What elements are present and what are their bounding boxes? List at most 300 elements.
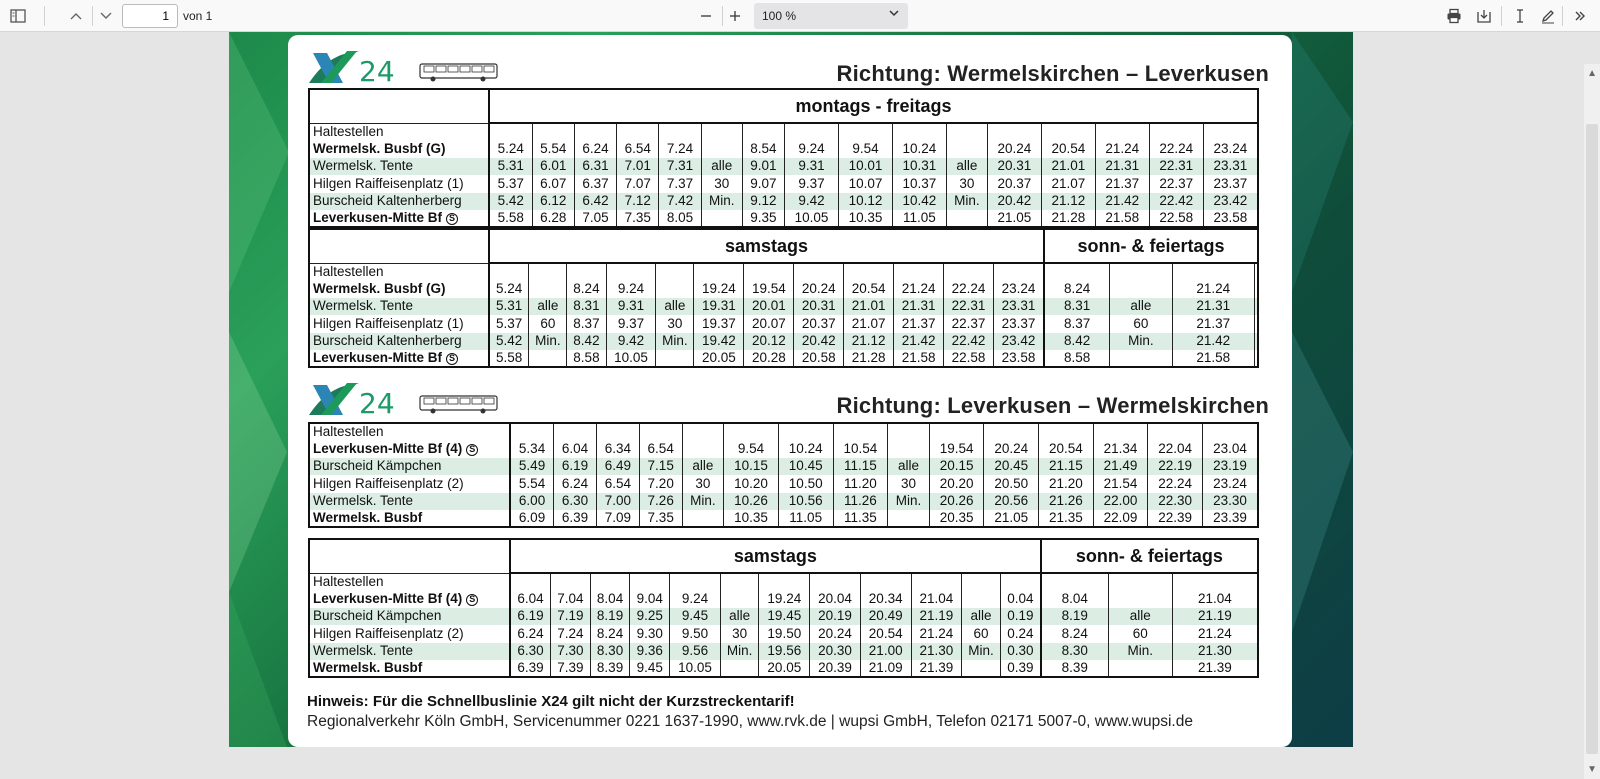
time-cell	[1108, 590, 1172, 607]
time-cell: 20.35	[929, 510, 984, 527]
time-cell: 19.42	[694, 333, 744, 350]
time-cell: 6.37	[574, 175, 616, 192]
time-cell: 6.24	[574, 140, 616, 157]
stop-name: Burscheid Kaltenherberg	[309, 193, 489, 210]
time-cell: 30	[682, 475, 724, 492]
time-cell: 20.24	[810, 625, 861, 642]
time-cell: 5.42	[489, 193, 532, 210]
toolbar-separator	[1562, 6, 1563, 26]
table-row	[309, 210, 1258, 227]
time-cell: 10.56	[778, 493, 833, 510]
column-header-cell	[567, 263, 606, 280]
saturday-heading: samstags	[510, 539, 1041, 573]
stop-name: Wermelsk. Busbf (G)	[309, 140, 489, 157]
stop-name: Burscheid Kämpchen	[309, 458, 510, 475]
column-header-cell	[888, 423, 930, 440]
column-header-cell	[694, 263, 744, 280]
time-cell: 23.58	[993, 350, 1044, 367]
time-cell: 10.31	[892, 158, 946, 175]
time-cell: 6.31	[574, 158, 616, 175]
heading-row	[309, 229, 1258, 263]
time-cell: Min.	[962, 643, 1001, 660]
time-cell: 7.35	[617, 210, 659, 227]
time-cell: 10.26	[724, 493, 779, 510]
time-cell: 20.19	[810, 608, 861, 625]
time-cell: 22.31	[944, 298, 994, 315]
time-cell: 6.54	[617, 140, 659, 157]
time-cell: 11.35	[833, 510, 888, 527]
sunday-heading: sonn- & feiertags	[1041, 539, 1258, 573]
time-cell: 8.04	[1041, 590, 1108, 607]
time-cell: Min.	[1108, 643, 1172, 660]
time-cell	[946, 210, 987, 227]
stop-name: Wermelsk. Tente	[309, 493, 510, 510]
column-header-cell	[833, 423, 888, 440]
time-cell: 9.31	[785, 158, 839, 175]
column-header-cell	[1108, 573, 1172, 590]
time-cell: 20.28	[744, 350, 794, 367]
time-cell: 10.12	[839, 193, 893, 210]
time-cell: 20.58	[794, 350, 844, 367]
stop-name: Leverkusen-Mitte Bf S	[309, 350, 489, 367]
time-cell: 20.54	[1039, 440, 1094, 457]
scroll-down-icon[interactable]: ▼	[1587, 764, 1597, 775]
time-cell: 23.19	[1202, 458, 1258, 475]
table-row	[309, 280, 1258, 297]
heading-blank	[309, 89, 489, 123]
time-cell: 22.37	[944, 315, 994, 332]
direction-title: Richtung: Wermelskirchen – Leverkusen	[836, 61, 1269, 86]
time-cell: 30	[946, 175, 987, 192]
time-cell: 21.31	[894, 298, 944, 315]
time-cell: 23.04	[1202, 440, 1258, 457]
time-cell: 9.12	[742, 193, 784, 210]
time-cell: 23.24	[1202, 475, 1258, 492]
column-header-cell	[489, 263, 529, 280]
time-cell: 5.31	[489, 298, 529, 315]
column-header-cell	[630, 573, 670, 590]
time-cell: 8.30	[590, 643, 630, 660]
time-cell: 8.31	[567, 298, 606, 315]
time-cell: 9.24	[606, 280, 656, 297]
column-header-cell	[1039, 423, 1094, 440]
table-row	[309, 493, 1258, 510]
time-cell: 23.42	[1203, 193, 1258, 210]
time-cell: 5.42	[489, 333, 529, 350]
time-cell: 21.07	[844, 315, 894, 332]
time-cell: alle	[701, 158, 742, 175]
time-cell: 19.50	[759, 625, 810, 642]
pdf-viewer[interactable]	[0, 32, 1600, 775]
time-cell: 30	[720, 625, 759, 642]
time-cell	[701, 210, 742, 227]
time-cell: 20.31	[987, 158, 1041, 175]
column-header-cell	[1041, 573, 1108, 590]
time-cell: 7.20	[639, 475, 682, 492]
time-cell: 23.42	[993, 333, 1044, 350]
time-cell: 9.45	[630, 660, 670, 677]
time-cell: 9.54	[839, 140, 893, 157]
stop-name: Hilgen Raiffeisenplatz (1)	[309, 175, 489, 192]
time-cell: 6.49	[596, 458, 639, 475]
x24-logo-icon	[307, 381, 407, 420]
time-cell: alle	[1108, 608, 1172, 625]
time-cell	[1254, 280, 1258, 297]
next-page-icon[interactable]	[94, 4, 118, 28]
column-header-cell	[724, 423, 779, 440]
time-cell: 10.05	[670, 660, 721, 677]
time-cell	[888, 440, 930, 457]
column-header-cell	[656, 263, 694, 280]
column-header-cell	[785, 123, 839, 140]
time-cell: 10.50	[778, 475, 833, 492]
time-cell: 20.24	[984, 440, 1039, 457]
toolbar-separator	[1501, 6, 1502, 26]
time-cell: 8.58	[1044, 350, 1110, 367]
stop-name: Burscheid Kaltenherberg	[309, 333, 489, 350]
column-header-cell	[993, 263, 1044, 280]
stop-name: Wermelsk. Tente	[309, 158, 489, 175]
time-cell: 21.37	[1095, 175, 1149, 192]
time-cell: 7.26	[639, 493, 682, 510]
time-cell	[656, 280, 694, 297]
column-header-cell	[987, 123, 1041, 140]
time-cell: 20.56	[984, 493, 1039, 510]
time-cell	[1110, 350, 1173, 367]
time-cell: 22.19	[1148, 458, 1203, 475]
column-header-cell	[794, 263, 844, 280]
time-cell: alle	[529, 298, 567, 315]
time-cell: 21.05	[984, 510, 1039, 527]
scroll-up-icon[interactable]: ▲	[1587, 68, 1597, 79]
time-cell: 21.01	[844, 298, 894, 315]
time-cell: 8.31	[1044, 298, 1110, 315]
time-cell: 60	[1108, 625, 1172, 642]
time-cell: 6.19	[510, 608, 550, 625]
table-row	[309, 625, 1258, 642]
time-cell: 21.09	[860, 660, 911, 677]
time-cell: 9.45	[670, 608, 721, 625]
time-cell: 6.39	[510, 660, 550, 677]
column-header-cell	[778, 423, 833, 440]
weekday-heading: montags - freitags	[489, 89, 1258, 123]
time-cell: Min.	[720, 643, 759, 660]
time-cell: 6.01	[532, 158, 574, 175]
time-cell: Min.	[701, 193, 742, 210]
print-icon[interactable]	[1442, 4, 1466, 28]
table-row	[309, 608, 1258, 625]
time-cell: 19.45	[759, 608, 810, 625]
direction-title: Richtung: Leverkusen – Wermelskirchen	[836, 393, 1269, 418]
time-cell: 21.19	[1172, 608, 1258, 625]
column-header-cell	[659, 123, 701, 140]
time-cell: 6.24	[554, 475, 597, 492]
heading-blank	[309, 229, 489, 263]
time-cell: 21.28	[1041, 210, 1095, 227]
stops-header-row	[309, 423, 1258, 440]
time-cell: 20.42	[987, 193, 1041, 210]
time-cell: 0.19	[1000, 608, 1040, 625]
column-header-cell	[617, 123, 659, 140]
time-cell: 5.58	[489, 210, 532, 227]
time-cell	[946, 140, 987, 157]
column-header-cell	[911, 573, 962, 590]
time-cell: 8.24	[1041, 625, 1108, 642]
time-cell: 23.30	[1202, 493, 1258, 510]
time-cell: 23.37	[1203, 175, 1258, 192]
stop-name: Wermelsk. Tente	[309, 643, 510, 660]
time-cell: 9.31	[606, 298, 656, 315]
time-cell: 11.20	[833, 475, 888, 492]
time-cell: 21.58	[1172, 350, 1254, 367]
column-header-cell	[1148, 423, 1203, 440]
time-cell: 20.01	[744, 298, 794, 315]
time-cell: 19.24	[759, 590, 810, 607]
time-cell	[1254, 350, 1258, 367]
time-cell	[962, 660, 1001, 677]
time-cell: 21.12	[844, 333, 894, 350]
heading-blank	[309, 539, 510, 573]
time-cell: 5.49	[510, 458, 554, 475]
text-cursor-icon[interactable]	[1508, 4, 1532, 28]
time-cell: alle	[1110, 298, 1173, 315]
time-cell: 20.37	[987, 175, 1041, 192]
time-cell: 7.24	[659, 140, 701, 157]
time-cell: 21.24	[1095, 140, 1149, 157]
time-cell: 7.31	[659, 158, 701, 175]
time-cell: alle	[888, 458, 930, 475]
time-cell: 22.42	[1149, 193, 1203, 210]
time-cell: 6.09	[510, 510, 554, 527]
time-cell: 8.54	[742, 140, 784, 157]
column-header-cell	[894, 263, 944, 280]
time-cell	[1254, 298, 1258, 315]
time-cell: 20.31	[794, 298, 844, 315]
time-cell: 7.30	[550, 643, 590, 660]
time-cell	[888, 510, 930, 527]
time-cell	[529, 280, 567, 297]
time-cell: 20.26	[929, 493, 984, 510]
time-cell: 8.04	[590, 590, 630, 607]
time-cell: 7.37	[659, 175, 701, 192]
zoom-select[interactable]	[754, 3, 908, 29]
time-cell: 9.04	[630, 590, 670, 607]
time-cell: 6.04	[554, 440, 597, 457]
time-cell: 20.54	[860, 625, 911, 642]
time-cell: Min.	[529, 333, 567, 350]
time-cell: 8.30	[1041, 643, 1108, 660]
column-header-cell	[529, 263, 567, 280]
time-cell: 21.42	[1172, 333, 1254, 350]
time-cell: 8.58	[567, 350, 606, 367]
time-cell: 6.34	[596, 440, 639, 457]
weekday-table-2	[308, 422, 1259, 528]
toolbar-separator	[44, 6, 45, 26]
time-cell: 7.12	[617, 193, 659, 210]
time-cell: 20.07	[744, 315, 794, 332]
scrollbar-thumb[interactable]	[1586, 124, 1598, 754]
column-header-cell	[1203, 123, 1258, 140]
time-cell	[1254, 333, 1258, 350]
heading-row	[309, 539, 1258, 573]
time-cell: 10.54	[833, 440, 888, 457]
time-cell: 30	[701, 175, 742, 192]
time-cell: 21.05	[987, 210, 1041, 227]
time-cell: 21.20	[1039, 475, 1094, 492]
time-cell: 8.37	[567, 315, 606, 332]
time-cell: 21.04	[911, 590, 962, 607]
time-cell: 21.19	[911, 608, 962, 625]
time-cell	[529, 350, 567, 367]
column-header-cell	[1149, 123, 1203, 140]
time-cell: 19.54	[744, 280, 794, 297]
time-cell: 9.37	[606, 315, 656, 332]
column-header-cell	[720, 573, 759, 590]
column-header-cell	[984, 423, 1039, 440]
time-cell: 30	[656, 315, 694, 332]
time-cell: 6.07	[532, 175, 574, 192]
table-row	[309, 510, 1258, 527]
time-cell: 9.36	[630, 643, 670, 660]
stop-name: Wermelsk. Busbf	[309, 510, 510, 527]
time-cell: 20.12	[744, 333, 794, 350]
time-cell: 5.37	[489, 315, 529, 332]
time-cell: 22.24	[944, 280, 994, 297]
column-header-cell	[844, 263, 894, 280]
time-cell: 8.39	[590, 660, 630, 677]
time-cell: 60	[529, 315, 567, 332]
time-cell: 22.31	[1149, 158, 1203, 175]
time-cell: 11.05	[778, 510, 833, 527]
time-cell: 21.04	[1172, 590, 1258, 607]
column-header-cell	[892, 123, 946, 140]
time-cell: 7.15	[639, 458, 682, 475]
stops-label: Haltestellen	[309, 123, 489, 140]
s-bahn-icon: S	[466, 594, 478, 606]
s-bahn-icon: S	[446, 353, 458, 365]
time-cell: 19.31	[694, 298, 744, 315]
draw-pen-icon[interactable]	[1536, 4, 1560, 28]
time-cell: 7.09	[596, 510, 639, 527]
section1-header	[307, 49, 1277, 88]
time-cell: 21.58	[894, 350, 944, 367]
table-row	[309, 175, 1258, 192]
time-cell: 21.01	[1041, 158, 1095, 175]
sidebar-toggle-icon[interactable]	[6, 4, 30, 28]
time-cell: 9.30	[630, 625, 670, 642]
previous-page-icon[interactable]	[64, 4, 88, 28]
save-icon[interactable]	[1472, 4, 1496, 28]
sunday-heading: sonn- & feiertags	[1044, 229, 1258, 263]
time-cell: 23.31	[1203, 158, 1258, 175]
zoom-in-icon[interactable]	[723, 4, 747, 28]
time-cell: 20.30	[810, 643, 861, 660]
time-cell: 9.50	[670, 625, 721, 642]
time-cell: 22.39	[1148, 510, 1203, 527]
stop-name: Wermelsk. Tente	[309, 298, 489, 315]
time-cell: Min.	[1110, 333, 1173, 350]
time-cell: 7.42	[659, 193, 701, 210]
time-cell: 8.05	[659, 210, 701, 227]
table-row	[309, 458, 1258, 475]
time-cell: 22.42	[944, 333, 994, 350]
column-header-cell	[596, 423, 639, 440]
time-cell: 22.58	[1149, 210, 1203, 227]
time-cell: alle	[946, 158, 987, 175]
time-cell: 21.42	[1095, 193, 1149, 210]
column-header-cell	[606, 263, 656, 280]
contact-info: Regionalverkehr Köln GmbH, Servicenummer 0221 1637-1990, www.rvk.de | wupsi GmbH, Telefon 02171 5007-0, www.wupsi.de	[307, 713, 1193, 730]
time-cell: 20.50	[984, 475, 1039, 492]
column-header-cell	[929, 423, 984, 440]
stops-header-row	[309, 123, 1258, 140]
time-cell: 19.37	[694, 315, 744, 332]
time-cell: 9.24	[785, 140, 839, 157]
time-cell: 60	[962, 625, 1001, 642]
time-cell: 6.04	[510, 590, 550, 607]
time-cell: 21.37	[1172, 315, 1254, 332]
time-cell: 0.24	[1000, 625, 1040, 642]
column-header-cell	[742, 123, 784, 140]
pdf-toolbar	[0, 0, 1600, 32]
time-cell: 8.19	[1041, 608, 1108, 625]
time-cell: 9.25	[630, 608, 670, 625]
table-row	[309, 158, 1258, 175]
stop-name: Leverkusen-Mitte Bf (4) S	[309, 590, 510, 607]
time-cell: 9.01	[742, 158, 784, 175]
stop-name: Hilgen Raiffeisenplatz (1)	[309, 315, 489, 332]
time-cell: 10.05	[785, 210, 839, 227]
time-cell: 10.24	[778, 440, 833, 457]
time-cell: 7.01	[617, 158, 659, 175]
stop-name: Wermelsk. Busbf	[309, 660, 510, 677]
zoom-out-icon[interactable]	[694, 4, 718, 28]
time-cell: 21.30	[911, 643, 962, 660]
time-cell: 19.54	[929, 440, 984, 457]
column-header-cell	[510, 423, 554, 440]
time-cell: 7.00	[596, 493, 639, 510]
time-cell: 6.39	[554, 510, 597, 527]
column-header-cell	[574, 123, 616, 140]
time-cell: Min.	[946, 193, 987, 210]
column-header-cell	[1044, 263, 1110, 280]
stop-name: Hilgen Raiffeisenplatz (2)	[309, 475, 510, 492]
page-count-label: von 1	[183, 9, 213, 23]
pdf-page	[229, 32, 1353, 747]
time-cell: 0.04	[1000, 590, 1040, 607]
time-cell: 8.24	[1044, 280, 1110, 297]
table-row	[309, 440, 1258, 457]
bus-icon	[419, 62, 499, 82]
heading-row	[309, 89, 1258, 123]
page-number-input[interactable]	[122, 4, 178, 28]
time-cell: 21.30	[1172, 643, 1258, 660]
table-row	[309, 333, 1258, 350]
s-bahn-icon: S	[446, 213, 458, 225]
more-tools-icon[interactable]	[1568, 4, 1592, 28]
time-cell: 20.39	[810, 660, 861, 677]
x24-logo-icon	[307, 49, 407, 88]
time-cell: 9.42	[606, 333, 656, 350]
time-cell: 6.54	[596, 475, 639, 492]
scrollbar[interactable]	[1584, 64, 1600, 779]
time-cell: 23.37	[993, 315, 1044, 332]
time-cell: 60	[1110, 315, 1173, 332]
column-header-cell	[590, 573, 630, 590]
column-header-cell	[1110, 263, 1173, 280]
time-cell: 5.37	[489, 175, 532, 192]
time-cell: 7.19	[550, 608, 590, 625]
